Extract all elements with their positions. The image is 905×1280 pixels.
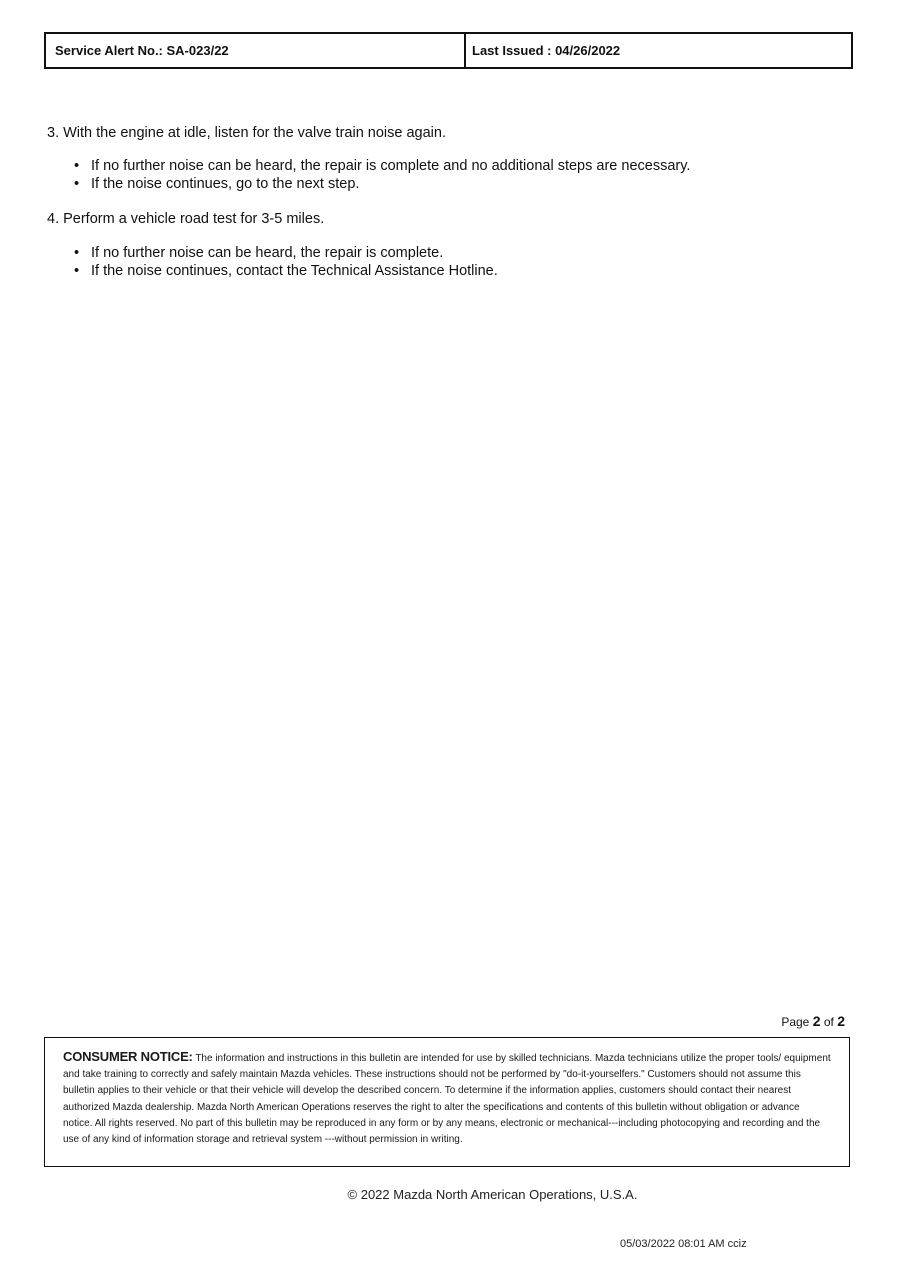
bullet-text: If no further noise can be heard, the repair is complete. — [91, 245, 444, 261]
page-prefix: Page — [781, 1015, 810, 1029]
notice-title: CONSUMER NOTICE: — [63, 1049, 193, 1064]
bullet-text: If no further noise can be heard, the repair is complete and no additional steps are necessary. — [91, 158, 691, 174]
list-item — [74, 157, 690, 175]
page-number — [781, 1013, 845, 1029]
step-4-text: 4. Perform a vehicle road test for 3-5 miles. — [47, 211, 325, 227]
bullet-text: If the noise continues, go to the next step. — [91, 176, 360, 192]
copyright: © 2022 Mazda North American Operations, U.S.A. — [347, 1187, 638, 1202]
bullet-text: If the noise continues, contact the Technical Assistance Hotline. — [91, 263, 498, 279]
step-3-text: 3. With the engine at idle, listen for the valve train noise again. — [47, 125, 446, 141]
page-of: of — [823, 1015, 834, 1029]
page-current: 2 — [812, 1013, 821, 1029]
bullet-icon: • — [74, 158, 80, 174]
bullet-icon: • — [74, 245, 80, 261]
step-4-bullets — [74, 244, 498, 280]
last-issued-date: Last Issued : 04/26/2022 — [472, 43, 621, 58]
print-timestamp: 05/03/2022 08:01 AM cciz — [620, 1238, 747, 1250]
bullet-icon: • — [74, 176, 80, 192]
list-item — [74, 175, 690, 193]
consumer-notice — [44, 1037, 850, 1167]
page-total: 2 — [837, 1013, 845, 1029]
list-item — [74, 244, 498, 262]
bullet-icon: • — [74, 263, 80, 279]
header-box — [44, 32, 853, 69]
step-3-bullets — [74, 157, 690, 193]
list-item — [74, 262, 498, 280]
notice-body: The information and instructions in this bulletin are intended for use by skilled technicians. Mazda technicians utilize the proper tools/ equipment and take training to correctly and safely maintain Mazda vehicles. These instructions should not be performed by "do-it-yourselfers." Customers should not assume this bulletin applies to their vehicle or that their vehicle will develop the described concern. To determine if the information applies, customers should contact their nearest authorized Mazda dealership. Mazda North American Operations reserves the right to alter the specifications and contents of this bulletin without obligation or advance notice. All rights reserved. No part of this bulletin may be reproduced in any form or by any means, electronic or mechanical---including photocopying and recording and the use of any kind of information storage and retrieval system ---without permission in writing. — [63, 1053, 831, 1146]
service-alert-number: Service Alert No.: SA-023/22 — [46, 34, 466, 67]
